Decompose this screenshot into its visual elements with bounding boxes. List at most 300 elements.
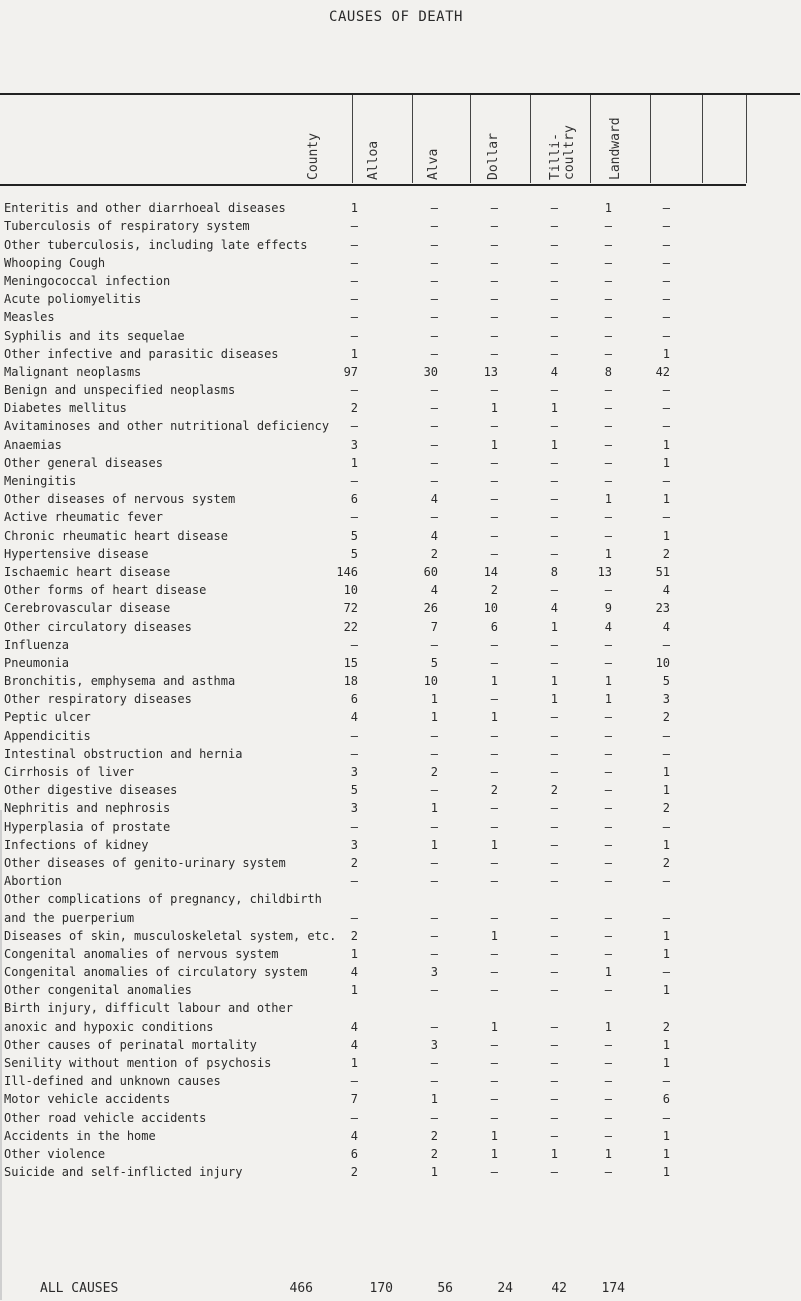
table-row bbox=[4, 671, 670, 689]
cell-value: – bbox=[550, 1037, 559, 1052]
cell-value: – bbox=[430, 1056, 439, 1070]
cause-label: Other diseases of nervous system bbox=[4, 492, 236, 507]
cell-value: 3 bbox=[662, 692, 671, 707]
cause-label: Meningitis bbox=[4, 474, 77, 488]
cell-value: – bbox=[550, 946, 559, 961]
table-row bbox=[4, 980, 670, 998]
total-value: 170 bbox=[369, 1281, 393, 1296]
cell-value: 2 bbox=[430, 765, 439, 779]
cell-value: 1 bbox=[430, 1165, 439, 1180]
cell-value: – bbox=[550, 455, 559, 470]
column-header-text: County bbox=[306, 133, 321, 180]
cell-value: – bbox=[662, 1110, 671, 1125]
cell-value: 1 bbox=[604, 492, 613, 507]
cell-value: – bbox=[662, 328, 671, 343]
cell-value: – bbox=[604, 328, 613, 343]
table-row bbox=[4, 998, 670, 1016]
table-row bbox=[4, 853, 670, 871]
cell-value: – bbox=[550, 874, 559, 889]
table-row bbox=[4, 471, 670, 489]
cell-value: 5 bbox=[350, 528, 359, 543]
cell-value: – bbox=[662, 310, 671, 325]
cell-value: 1 bbox=[604, 965, 613, 980]
column-header-text: Alva bbox=[426, 148, 441, 180]
cell-value: – bbox=[604, 783, 613, 798]
cell-value: 8 bbox=[550, 564, 559, 579]
table-row bbox=[4, 653, 670, 671]
cell-value: 1 bbox=[662, 946, 671, 961]
table-row bbox=[4, 544, 670, 562]
table-row bbox=[4, 598, 670, 616]
cell-value: – bbox=[604, 273, 613, 288]
cause-label: Avitaminoses and other nutritional deficiency bbox=[4, 419, 330, 434]
cause-label: Anaemias bbox=[4, 437, 62, 452]
cell-value: – bbox=[550, 837, 559, 852]
cell-value: 1 bbox=[662, 492, 671, 507]
cell-value: 146 bbox=[336, 564, 359, 579]
cell-value: – bbox=[490, 746, 499, 761]
cell-value: 4 bbox=[604, 619, 613, 634]
table-row bbox=[4, 926, 670, 944]
cell-value: 18 bbox=[343, 674, 359, 689]
cell-value: 2 bbox=[430, 1128, 439, 1143]
cell-value: 1 bbox=[350, 1056, 359, 1070]
cell-value: – bbox=[490, 455, 499, 470]
cause-label: Other digestive diseases bbox=[4, 783, 178, 798]
cell-value: 4 bbox=[350, 1019, 359, 1034]
cell-value: – bbox=[430, 783, 439, 798]
cell-value: – bbox=[430, 255, 439, 270]
cell-value: 1 bbox=[662, 783, 671, 798]
cell-value: 3 bbox=[350, 765, 359, 779]
cell-value: – bbox=[490, 510, 499, 525]
cause-label: Other general diseases bbox=[4, 455, 163, 470]
cell-value: – bbox=[604, 765, 613, 779]
cell-value: 1 bbox=[490, 1019, 499, 1034]
cell-value: 1 bbox=[430, 837, 439, 852]
cause-label: Other circulatory diseases bbox=[4, 619, 192, 634]
cell-value bbox=[358, 889, 438, 907]
cause-label: Other violence bbox=[4, 1146, 106, 1161]
cell-value: – bbox=[550, 928, 559, 943]
table-row bbox=[4, 380, 670, 398]
cell-value: 2 bbox=[662, 546, 671, 561]
cell-value: 10 bbox=[655, 655, 671, 670]
table-row bbox=[4, 344, 670, 362]
cell-value: 1 bbox=[662, 928, 671, 943]
cell-value: 1 bbox=[350, 346, 359, 361]
cell-value: – bbox=[604, 455, 613, 470]
cell-value: 4 bbox=[662, 583, 671, 598]
cause-label: Bronchitis, emphysema and asthma bbox=[4, 674, 236, 689]
cell-value: – bbox=[430, 219, 439, 234]
cell-value: – bbox=[604, 710, 613, 725]
cause-label: Malignant neoplasms bbox=[4, 364, 142, 379]
cell-value: – bbox=[430, 819, 439, 834]
cell-value: – bbox=[430, 201, 439, 216]
cell-value: – bbox=[490, 255, 499, 270]
cell-value: 1 bbox=[350, 983, 359, 998]
cell-value: – bbox=[604, 855, 613, 870]
cell-value: – bbox=[490, 637, 499, 652]
cell-value: 1 bbox=[550, 1146, 559, 1161]
cell-value: – bbox=[550, 1056, 559, 1070]
cell-value: – bbox=[662, 637, 671, 652]
cell-value: 4 bbox=[350, 965, 359, 980]
cell-value: – bbox=[662, 965, 671, 980]
cause-label: Ischaemic heart disease bbox=[4, 564, 171, 579]
cell-value: – bbox=[662, 383, 671, 398]
totals-label: ALL CAUSES bbox=[40, 1281, 119, 1296]
cell-value: – bbox=[604, 510, 613, 525]
table-row bbox=[4, 562, 670, 580]
cell-value: – bbox=[550, 474, 559, 488]
cell-value: – bbox=[490, 310, 499, 325]
table-row bbox=[4, 489, 670, 507]
cell-value: – bbox=[490, 983, 499, 998]
cause-label: and the puerperium bbox=[4, 910, 135, 925]
cell-value: – bbox=[490, 346, 499, 361]
cause-label: Meningococcal infection bbox=[4, 273, 171, 288]
cell-value: – bbox=[490, 692, 499, 707]
cell-value: – bbox=[550, 346, 559, 361]
cause-label: Motor vehicle accidents bbox=[4, 1092, 171, 1107]
table-row bbox=[4, 744, 670, 762]
cell-value: – bbox=[550, 273, 559, 288]
cell-value: – bbox=[604, 437, 613, 452]
cell-value: – bbox=[350, 746, 359, 761]
cell-value: 15 bbox=[343, 655, 359, 670]
cell-value: 14 bbox=[483, 564, 499, 579]
cell-value: 60 bbox=[423, 564, 439, 579]
cell-value: – bbox=[550, 965, 559, 980]
cell-value: 72 bbox=[343, 601, 359, 616]
cell-value: – bbox=[430, 910, 439, 925]
cell-value: – bbox=[430, 346, 439, 361]
cell-value: 5 bbox=[350, 546, 359, 561]
table-row bbox=[4, 1107, 670, 1125]
cell-value: 1 bbox=[662, 1037, 671, 1052]
cell-value: – bbox=[490, 965, 499, 980]
cell-value: 1 bbox=[490, 1128, 499, 1143]
column-header-text: Tilli- bbox=[548, 133, 563, 180]
cell-value: – bbox=[350, 292, 359, 307]
cell-value: 2 bbox=[662, 1019, 671, 1034]
cell-value: 4 bbox=[550, 364, 559, 379]
cell-value: 3 bbox=[350, 437, 359, 452]
cell-value: – bbox=[604, 1110, 613, 1125]
cause-label: Senility without mention of psychosis bbox=[4, 1056, 272, 1070]
cell-value: 1 bbox=[604, 1019, 613, 1034]
cell-value: 1 bbox=[490, 928, 499, 943]
cell-value: 1 bbox=[662, 528, 671, 543]
cell-value: 3 bbox=[430, 965, 439, 980]
cause-label: Influenza bbox=[4, 637, 70, 652]
cell-value: – bbox=[604, 1074, 613, 1089]
cell-value: – bbox=[430, 946, 439, 961]
cell-value: – bbox=[550, 819, 559, 834]
cell-value: 9 bbox=[604, 601, 613, 616]
cell-value: – bbox=[604, 983, 613, 998]
cell-value: 4 bbox=[430, 492, 439, 507]
table-row bbox=[4, 1071, 670, 1089]
cell-value: 1 bbox=[662, 837, 671, 852]
cell-value: – bbox=[550, 855, 559, 870]
cell-value: – bbox=[430, 383, 439, 398]
cause-label: Diabetes mellitus bbox=[4, 401, 127, 416]
cell-value: 1 bbox=[662, 765, 671, 779]
cause-label: Nephritis and nephrosis bbox=[4, 801, 171, 816]
cell-value: – bbox=[662, 255, 671, 270]
cell-value bbox=[558, 998, 612, 1016]
cell-value: 4 bbox=[662, 619, 671, 634]
cell-value bbox=[358, 998, 438, 1016]
cell-value: – bbox=[550, 219, 559, 234]
cell-value: 1 bbox=[490, 837, 499, 852]
cell-value: 6 bbox=[350, 492, 359, 507]
cell-value bbox=[498, 998, 558, 1016]
cell-value: – bbox=[490, 855, 499, 870]
cell-value: – bbox=[662, 510, 671, 525]
cell-value: – bbox=[550, 419, 559, 434]
cell-value: – bbox=[430, 328, 439, 343]
cell-value: 1 bbox=[430, 710, 439, 725]
cell-value: – bbox=[430, 273, 439, 288]
cause-label: Other respiratory diseases bbox=[4, 692, 192, 707]
cell-value: 30 bbox=[423, 364, 439, 379]
cause-label: Intestinal obstruction and hernia bbox=[4, 746, 243, 761]
cell-value: – bbox=[550, 237, 559, 252]
table-row bbox=[4, 907, 670, 925]
cell-value: – bbox=[430, 728, 439, 743]
cell-value: 1 bbox=[604, 201, 613, 216]
cell-value: 10 bbox=[483, 601, 499, 616]
cause-label: Whooping Cough bbox=[4, 255, 106, 270]
cell-value: – bbox=[550, 637, 559, 652]
cause-label: Hyperplasia of prostate bbox=[4, 819, 171, 834]
cause-label: Syphilis and its sequelae bbox=[4, 328, 185, 343]
cause-label: Other complications of pregnancy, childbirth bbox=[4, 892, 322, 907]
table-row bbox=[4, 234, 670, 252]
cell-value: – bbox=[550, 801, 559, 816]
cause-label: Peptic ulcer bbox=[4, 710, 91, 725]
cell-value: 1 bbox=[604, 692, 613, 707]
cell-value: – bbox=[430, 437, 439, 452]
cell-value bbox=[612, 889, 670, 907]
cell-value: 1 bbox=[490, 401, 499, 416]
cell-value: 97 bbox=[343, 364, 359, 379]
cause-label: Measles bbox=[4, 310, 55, 325]
cell-value: 4 bbox=[350, 1037, 359, 1052]
cell-value: 7 bbox=[430, 619, 439, 634]
cell-value: – bbox=[662, 201, 671, 216]
table-row bbox=[4, 289, 670, 307]
cell-value: – bbox=[550, 292, 559, 307]
cell-value: – bbox=[490, 1165, 499, 1180]
cause-label: Other congenital anomalies bbox=[4, 983, 192, 998]
cell-value bbox=[336, 998, 358, 1016]
cell-value: – bbox=[350, 237, 359, 252]
cell-value: – bbox=[350, 419, 359, 434]
cell-value: 1 bbox=[550, 619, 559, 634]
table-row bbox=[4, 1126, 670, 1144]
table-row bbox=[4, 307, 670, 325]
cell-value: – bbox=[490, 201, 499, 216]
cell-value: – bbox=[550, 1092, 559, 1107]
cell-value: – bbox=[430, 419, 439, 434]
cell-value: – bbox=[490, 910, 499, 925]
cell-value: 1 bbox=[662, 455, 671, 470]
cause-label: Enteritis and other diarrhoeal diseases bbox=[4, 201, 286, 216]
cell-value: – bbox=[604, 1092, 613, 1107]
cell-value: – bbox=[550, 765, 559, 779]
cell-value: – bbox=[604, 1128, 613, 1143]
table-row bbox=[4, 507, 670, 525]
cell-value: – bbox=[604, 419, 613, 434]
cause-label: Other tuberculosis, including late effects bbox=[4, 237, 308, 252]
cell-value: – bbox=[490, 765, 499, 779]
cause-label: Acute poliomyelitis bbox=[4, 292, 142, 307]
cell-value: – bbox=[550, 583, 559, 598]
cell-value: 1 bbox=[550, 401, 559, 416]
cell-value: 6 bbox=[662, 1092, 671, 1107]
cell-value: – bbox=[550, 710, 559, 725]
cell-value: – bbox=[604, 1037, 613, 1052]
cell-value: – bbox=[430, 874, 439, 889]
cell-value: – bbox=[662, 419, 671, 434]
table-row bbox=[4, 835, 670, 853]
cell-value: – bbox=[604, 819, 613, 834]
top-rule bbox=[0, 93, 800, 95]
cell-value: – bbox=[350, 1074, 359, 1089]
cell-value: – bbox=[662, 819, 671, 834]
cell-value: 5 bbox=[350, 783, 359, 798]
cell-value: – bbox=[604, 528, 613, 543]
cell-value: – bbox=[662, 874, 671, 889]
cause-label: Abortion bbox=[4, 874, 62, 889]
table-row bbox=[4, 725, 670, 743]
cell-value: – bbox=[662, 910, 671, 925]
cell-value: – bbox=[350, 910, 359, 925]
cell-value: – bbox=[550, 1128, 559, 1143]
cell-value: 1 bbox=[550, 692, 559, 707]
cell-value: – bbox=[350, 510, 359, 525]
cell-value: – bbox=[430, 928, 439, 943]
cell-value: – bbox=[430, 1110, 439, 1125]
cell-value: 1 bbox=[604, 1146, 613, 1161]
cell-value: 1 bbox=[430, 1092, 439, 1107]
table-row bbox=[4, 635, 670, 653]
cell-value: – bbox=[550, 1019, 559, 1034]
cell-value: – bbox=[550, 728, 559, 743]
cause-label: Benign and unspecified neoplasms bbox=[4, 383, 236, 398]
cell-value: – bbox=[490, 474, 499, 488]
cell-value: – bbox=[662, 1074, 671, 1089]
cause-label: Chronic rheumatic heart disease bbox=[4, 528, 228, 543]
cell-value: 4 bbox=[350, 1128, 359, 1143]
cell-value: – bbox=[604, 837, 613, 852]
cell-value bbox=[558, 889, 612, 907]
cell-value: – bbox=[550, 655, 559, 670]
cell-value: 2 bbox=[350, 855, 359, 870]
cell-value: – bbox=[350, 383, 359, 398]
cell-value: – bbox=[662, 401, 671, 416]
cell-value: 4 bbox=[350, 710, 359, 725]
cell-value: 2 bbox=[430, 1146, 439, 1161]
cell-value: 7 bbox=[350, 1092, 359, 1107]
cell-value: – bbox=[604, 237, 613, 252]
cell-value: – bbox=[604, 401, 613, 416]
cell-value: – bbox=[604, 728, 613, 743]
cell-value: – bbox=[350, 474, 359, 488]
cause-label: Infections of kidney bbox=[4, 837, 149, 852]
cell-value: 1 bbox=[490, 710, 499, 725]
cell-value: – bbox=[550, 492, 559, 507]
cell-value: – bbox=[490, 383, 499, 398]
cell-value: – bbox=[430, 1074, 439, 1089]
cell-value: 1 bbox=[662, 1056, 671, 1070]
cell-value: – bbox=[662, 746, 671, 761]
cell-value: 2 bbox=[490, 783, 499, 798]
table-row bbox=[4, 216, 670, 234]
cause-label: anoxic and hypoxic conditions bbox=[4, 1019, 214, 1034]
cell-value: 6 bbox=[350, 692, 359, 707]
table-row bbox=[4, 253, 670, 271]
cell-value: – bbox=[490, 328, 499, 343]
cell-value: 10 bbox=[343, 583, 359, 598]
cell-value: – bbox=[662, 474, 671, 488]
cell-value bbox=[336, 889, 358, 907]
table-row bbox=[4, 453, 670, 471]
table-row bbox=[4, 1016, 670, 1034]
cell-value: – bbox=[604, 219, 613, 234]
cell-value: – bbox=[662, 728, 671, 743]
table-row bbox=[4, 1144, 670, 1162]
cell-value: – bbox=[550, 328, 559, 343]
cell-value: – bbox=[490, 273, 499, 288]
cell-value: 1 bbox=[490, 1146, 499, 1161]
cell-value bbox=[498, 889, 558, 907]
cell-value: 1 bbox=[350, 201, 359, 216]
table-row bbox=[4, 798, 670, 816]
cell-value: 2 bbox=[490, 583, 499, 598]
cell-value: – bbox=[490, 801, 499, 816]
cell-value: 2 bbox=[350, 401, 359, 416]
cell-value: 2 bbox=[662, 855, 671, 870]
cell-value: 1 bbox=[550, 674, 559, 689]
cell-value: – bbox=[430, 292, 439, 307]
table-row bbox=[4, 580, 670, 598]
cell-value: 1 bbox=[662, 1146, 671, 1161]
table-row bbox=[4, 1053, 670, 1071]
cell-value: – bbox=[430, 1019, 439, 1034]
cell-value: – bbox=[490, 492, 499, 507]
cell-value: – bbox=[430, 746, 439, 761]
cell-value: – bbox=[350, 255, 359, 270]
cell-value: – bbox=[604, 310, 613, 325]
cell-value: – bbox=[490, 1056, 499, 1070]
cell-value: 13 bbox=[483, 364, 499, 379]
cell-value: 4 bbox=[430, 528, 439, 543]
column-header-text: Alloa bbox=[366, 140, 381, 180]
cause-label: Other causes of perinatal mortality bbox=[4, 1037, 257, 1052]
cell-value: – bbox=[350, 819, 359, 834]
cell-value: – bbox=[350, 728, 359, 743]
cell-value: – bbox=[604, 292, 613, 307]
margin-shadow bbox=[0, 810, 2, 1300]
cell-value: – bbox=[490, 946, 499, 961]
table-row bbox=[4, 362, 670, 380]
